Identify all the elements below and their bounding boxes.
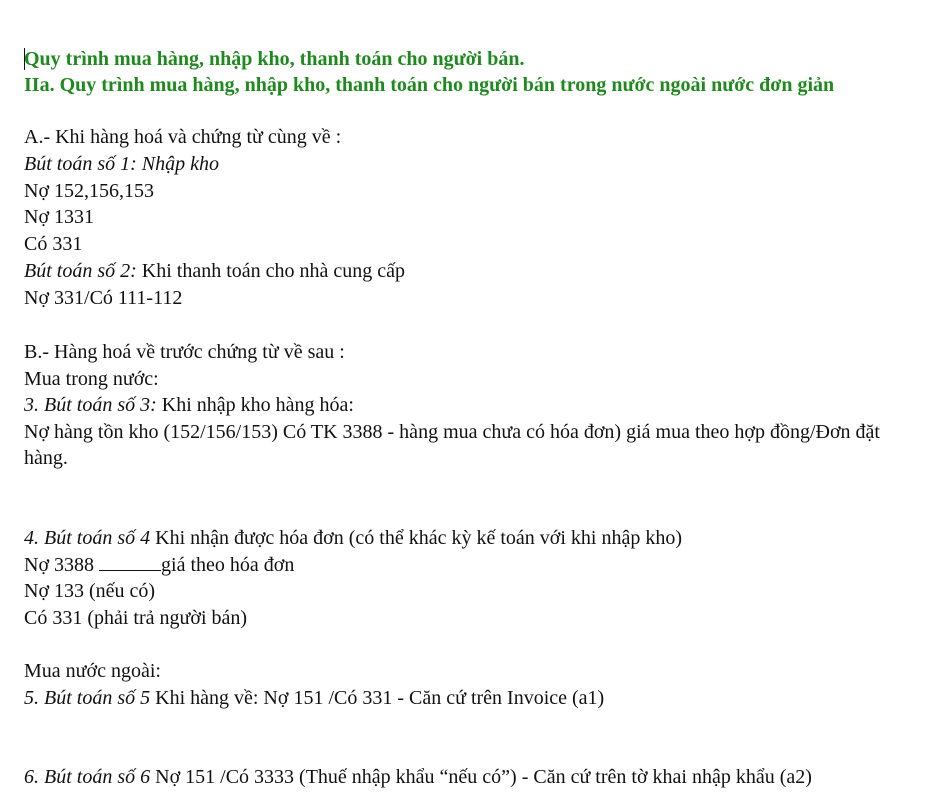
- document-title: Quy trình mua hàng, nhập kho, thanh toán cho người bán.: [24, 48, 525, 70]
- entry-5-line: 5. Bút toán số 5 Khi hàng về: Nợ 151 /Có 331 - Căn cứ trên Invoice (a1): [24, 687, 605, 709]
- entry-4-line: Nợ 133 (nếu có): [24, 580, 156, 602]
- entry-4-line: Có 331 (phải trả người bán): [24, 607, 248, 629]
- entry-1-line: Có 331: [24, 233, 83, 255]
- entry-3-label: 3. Bút toán số 3: Khi nhập kho hàng hóa:: [24, 394, 354, 416]
- section-b-heading: B.- Hàng hoá về trước chứng từ về sau :: [24, 341, 345, 363]
- entry-4-line: Nợ 3388 giá theo hóa đơn: [24, 554, 295, 576]
- document-subtitle: IIa. Quy trình mua hàng, nhập kho, thanh toán cho người bán trong nước ngoài nước đơn giản: [24, 74, 835, 96]
- domestic-label: Mua trong nước:: [24, 368, 159, 390]
- entry-1-label: Bút toán số 1: Nhập kho: [24, 153, 219, 175]
- blank-underline: [99, 552, 161, 571]
- entry-6-line: 6. Bút toán số 6 Nợ 151 /Có 3333 (Thuế nhập khẩu “nếu có”) - Căn cứ trên tờ khai nhập khẩu (a2): [24, 766, 812, 788]
- foreign-label: Mua nước ngoài:: [24, 660, 161, 682]
- entry-1-line: Nợ 152,156,153: [24, 180, 155, 202]
- entry-4-label: 4. Bút toán số 4 Khi nhận được hóa đơn (có thể khác kỳ kế toán với khi nhập kho): [24, 527, 683, 549]
- entry-3-detail: Nợ hàng tồn kho (152/156/153) Có TK 3388 - hàng mua chưa có hóa đơn) giá mua theo hợp đồng/Đơn đặt hàng.: [24, 421, 880, 469]
- entry-1-line: Nợ 1331: [24, 206, 95, 228]
- entry-2-label: Bút toán số 2: Khi thanh toán cho nhà cung cấp: [24, 260, 406, 282]
- entry-2-line: Nợ 331/Có 111-112: [24, 287, 183, 309]
- section-a-heading: A.- Khi hàng hoá và chứng từ cùng về :: [24, 126, 342, 148]
